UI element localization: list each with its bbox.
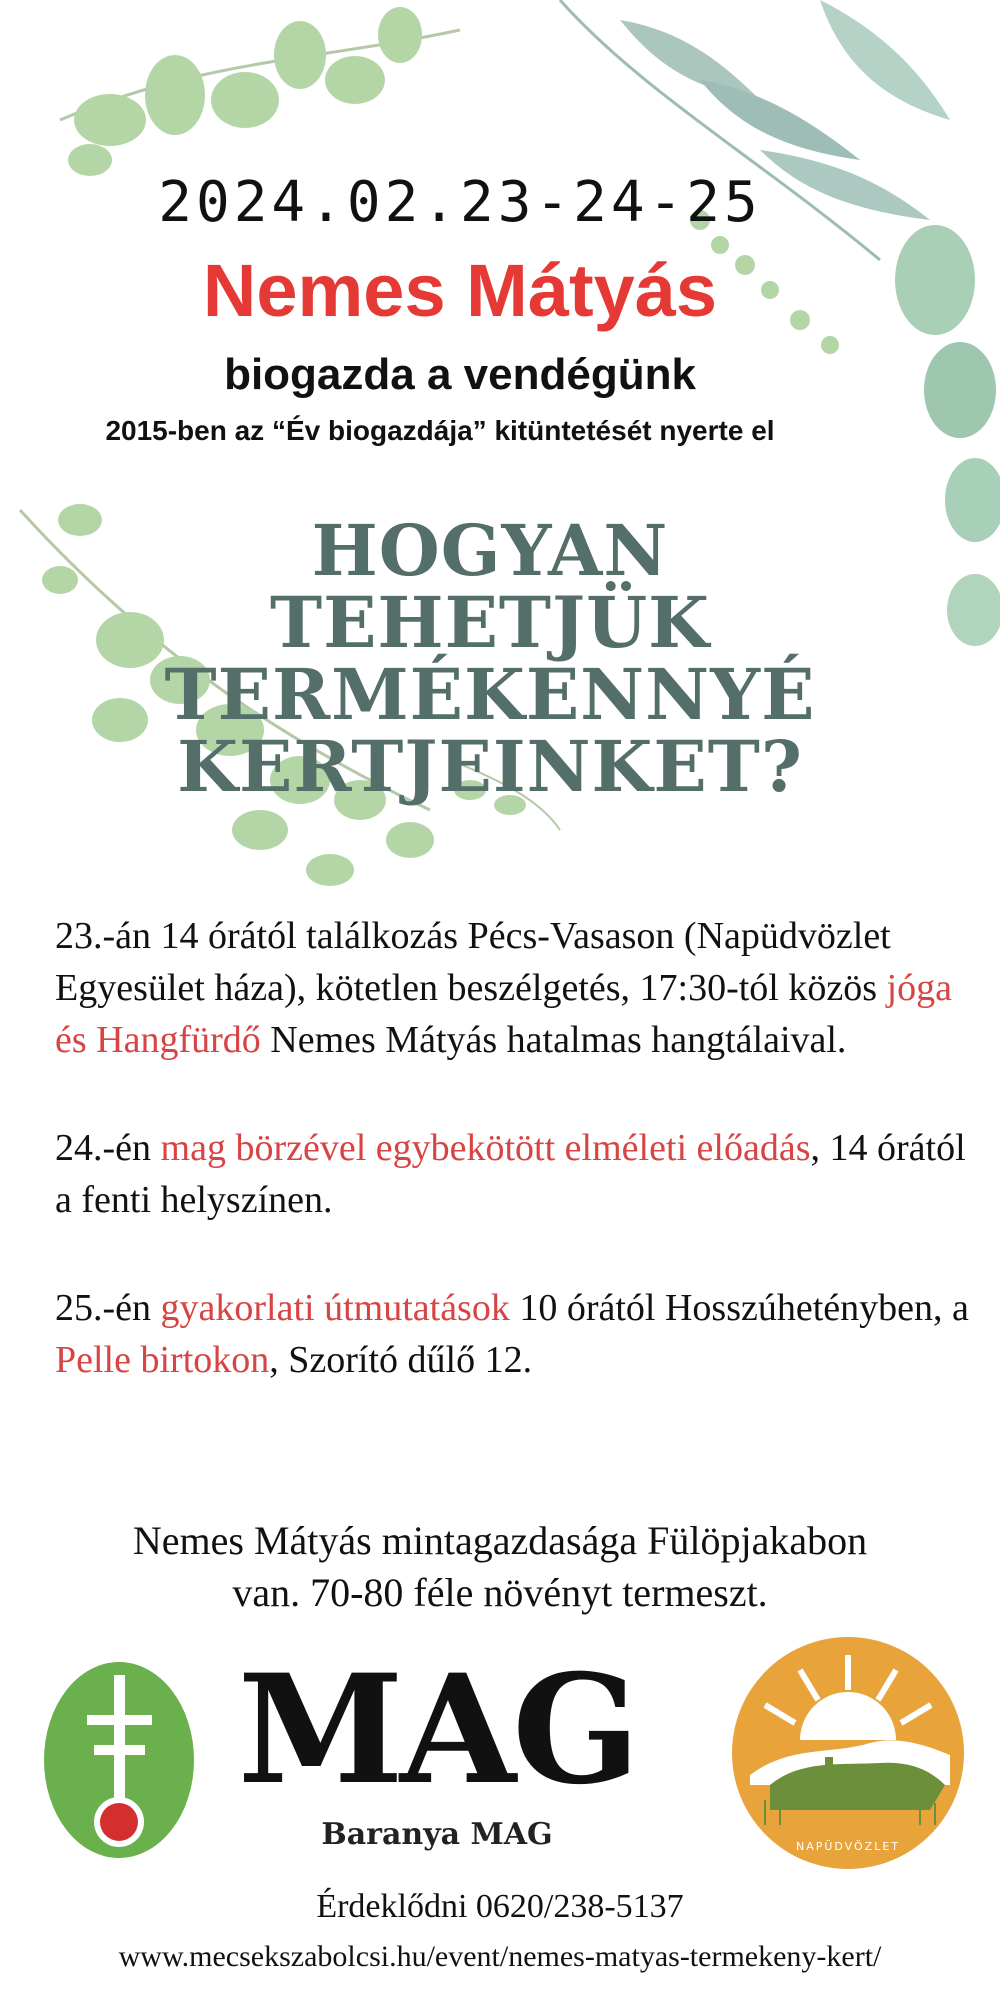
mag-logo-text: MAG [237,1642,637,1818]
headline-line: KERTJEINKET? [177,725,803,808]
program-day-23: 23.-án 14 órától találkozás Pécs-Vasason (Napüdvözlet Egyesület háza), kötetlen beszélgetés, 17:30-tól közös jóga és Hangfürdő Nemes Mátyás hatalmas hangtálaival. [55,915,952,1061]
headline-line: TERMÉKENNYÉ [164,653,816,736]
highlight-pelle-estate: Pelle birtokon [55,1339,270,1381]
contact-phone: Érdeklődni 0620/238-5137 [316,1888,684,1925]
napudvozlet-sun-logo [730,1635,966,1871]
award-note: 2015-ben az “Év biogazdája” kitüntetését nyerte el [105,415,775,446]
headline-line: HOGYAN TEHETJÜK [269,509,711,664]
main-headline [100,509,880,808]
guest-role: biogazda a vendégünk [224,350,696,399]
farm-note: Nemes Mátyás mintagazdasága Fülöpjakabon van. 70-80 féle növényt termeszt. [132,1518,868,1615]
guest-name: Nemes Mátyás [202,249,718,332]
mag-logo-subtitle: Baranya MAG [321,1817,553,1852]
highlight-yoga-soundbath: jóga és Hangfürdő [55,967,952,1061]
event-date: 2024.02.23-24-25 [158,170,762,235]
program-schedule [55,910,975,1442]
highlight-practical-guidance: gyakorlati útmutatások [160,1287,510,1329]
green-cross-seed-logo [42,1660,197,1860]
event-url-link[interactable]: www.mecsekszabolcsi.hu/event/nemes-matyas-termekeny-kert/ [118,1940,882,1973]
highlight-seed-swap-lecture: mag börzével egybekötött elméleti előadás [160,1127,811,1169]
program-day-24: 24.-én mag börzével egybekötött elméleti előadás, 14 órától a fenti helyszínen. [55,1127,966,1221]
napudvozlet-logo-text: NAPÜDVÖZLET [795,1840,901,1853]
program-day-25: 25.-én gyakorlati útmutatások 10 órától Hosszúhetényben, a Pelle birtokon, Szorító dűlő 12. [55,1287,969,1381]
